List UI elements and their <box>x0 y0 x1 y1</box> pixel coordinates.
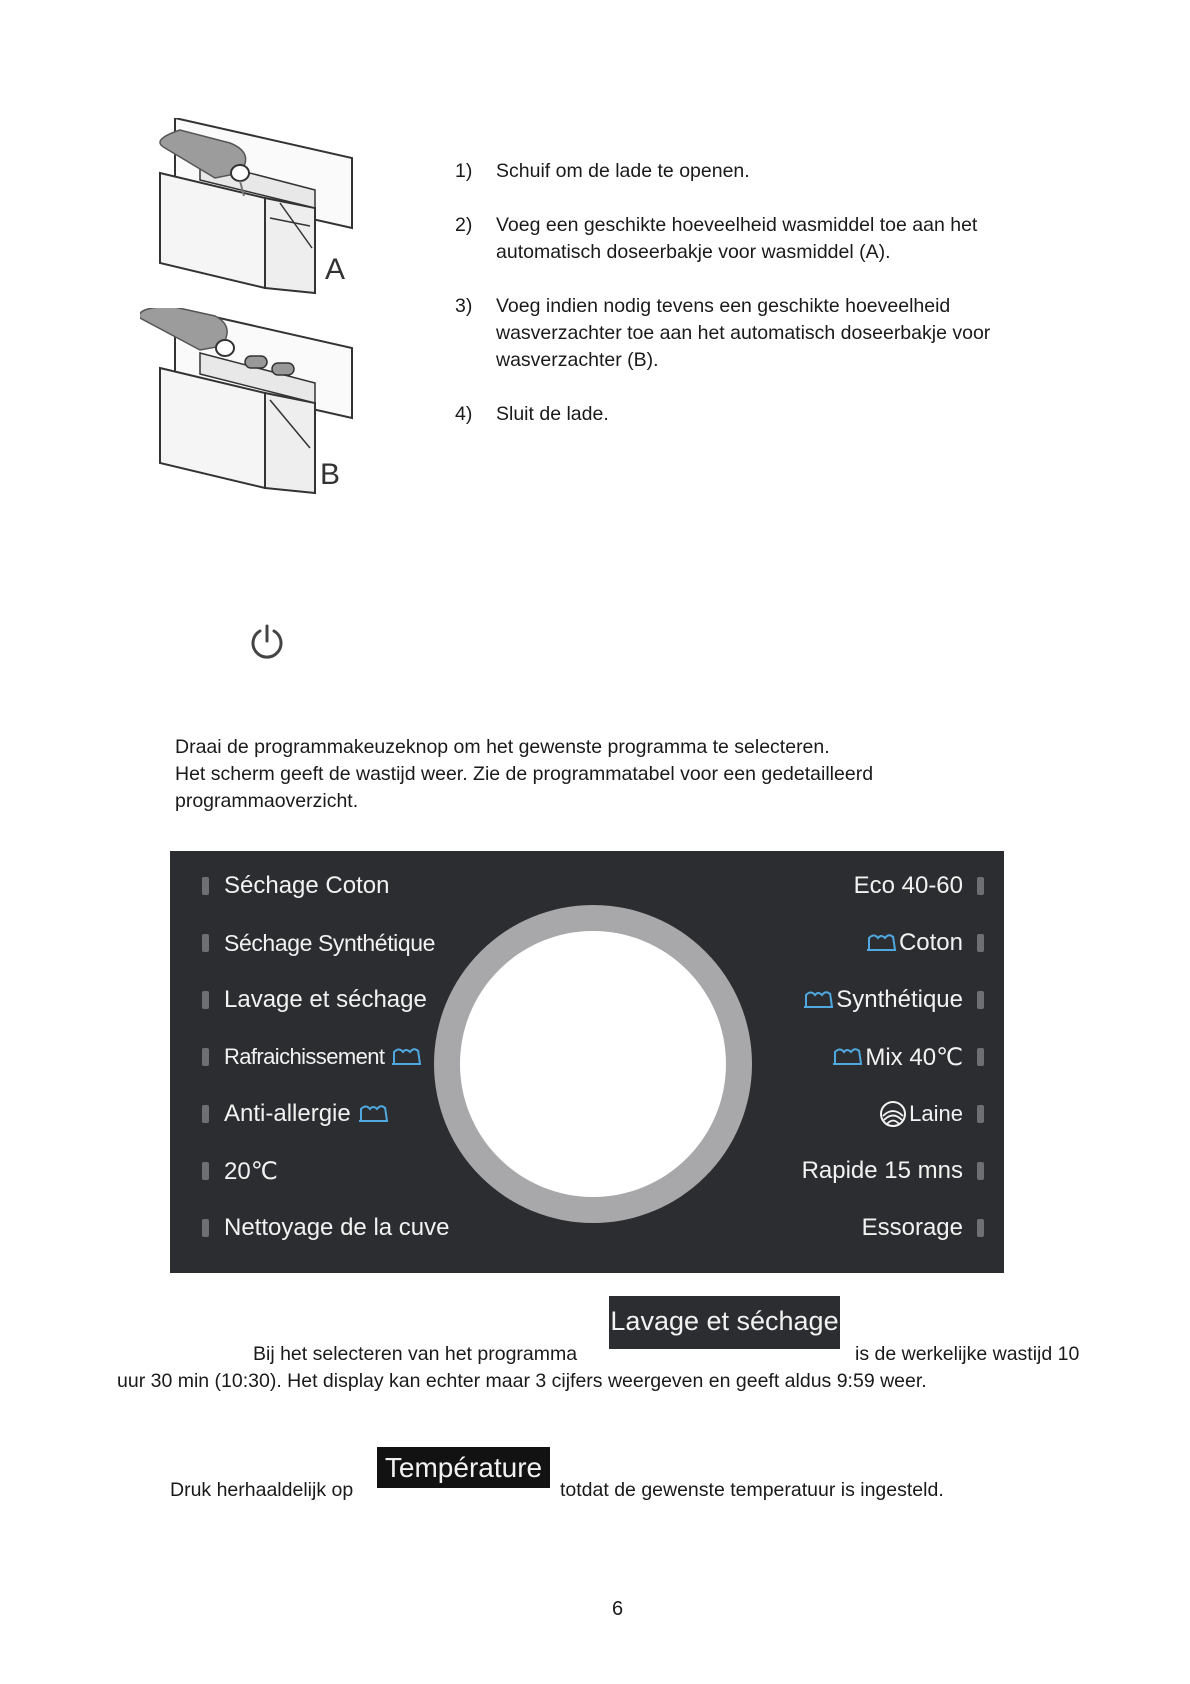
step-text: Voeg een geschikte hoeveelheid wasmiddel toe aan het automatisch doseerbakje voor wasmiddel (A). <box>496 214 978 263</box>
program-item-laine[interactable] <box>879 1099 984 1129</box>
intro-line-3: programmaoverzicht. <box>175 790 359 812</box>
hand-wash-icon <box>390 1046 422 1068</box>
power-icon <box>249 623 285 661</box>
step-number: 3) <box>455 295 473 317</box>
indicator-led <box>977 1219 984 1237</box>
detergent-drawer-illustration <box>140 118 355 298</box>
indicator-led <box>977 991 984 1009</box>
program-label: Nettoyage de la cuve <box>224 1214 450 1241</box>
indicator-led <box>977 1105 984 1123</box>
lavage-et-sechage-badge: Lavage et séchage <box>609 1296 840 1349</box>
program-label: Synthétique <box>836 986 963 1013</box>
step-number: 2) <box>455 214 473 236</box>
intro-line-1: Draai de programmakeuzeknop om het gewenste programma te selecteren. <box>175 736 830 758</box>
program-label: Anti-allergie <box>224 1100 351 1127</box>
program-label: Laine <box>909 1101 963 1126</box>
page-number: 6 <box>612 1598 624 1620</box>
step-number: 4) <box>455 403 473 425</box>
temp-note-after: totdat de gewenste temperatuur is ingesteld. <box>560 1479 944 1501</box>
indicator-led <box>202 877 209 895</box>
program-item-nettoyage-cuve[interactable] <box>202 1213 449 1243</box>
drawer-illustration-a <box>140 118 355 298</box>
program-label: Rapide 15 mns <box>801 1157 963 1184</box>
program-item-rapide-15[interactable] <box>802 1156 984 1186</box>
indicator-led <box>202 934 209 952</box>
hand-wash-icon <box>802 989 834 1011</box>
step-text: Schuif om de lade te openen. <box>496 160 750 182</box>
program-label: Mix 40℃ <box>865 1043 963 1071</box>
label-b: B <box>320 458 341 491</box>
indicator-led <box>202 1048 209 1066</box>
program-item-essorage[interactable] <box>862 1213 984 1243</box>
step-3 <box>455 293 1015 374</box>
indicator-led <box>977 934 984 952</box>
program-item-synthetique[interactable] <box>802 985 984 1015</box>
step-text: Sluit de lade. <box>496 403 609 425</box>
indicator-led <box>202 1105 209 1123</box>
program-label: Rafraichissement <box>224 1044 385 1069</box>
indicator-led <box>202 1162 209 1180</box>
program-label: 20℃ <box>224 1157 278 1185</box>
step-4 <box>455 401 1015 428</box>
program-label: Essorage <box>861 1214 963 1241</box>
indicator-led <box>977 1162 984 1180</box>
program-label: Coton <box>898 929 963 956</box>
intro-line-2: Het scherm geeft de wastijd weer. Zie de programmatabel voor een gedetailleerd <box>175 763 874 785</box>
program-item-sechage-synthetique[interactable] <box>202 928 435 958</box>
program-label: Eco 40-60 <box>853 872 963 899</box>
program-item-eco-40-60[interactable] <box>854 871 984 901</box>
lavage-note-line-1-before: Bij het selecteren van het programma <box>253 1343 578 1365</box>
temperature-badge: Température <box>377 1447 550 1488</box>
program-label: Lavage et séchage <box>224 986 427 1013</box>
hand-wash-icon <box>865 932 897 954</box>
indicator-led <box>202 991 209 1009</box>
program-intro <box>175 734 1025 815</box>
hand-wash-icon <box>357 1103 389 1125</box>
indicator-led <box>977 1048 984 1066</box>
wool-icon <box>879 1100 907 1128</box>
hand-wash-icon <box>831 1046 863 1068</box>
program-item-mix-40c[interactable] <box>831 1042 984 1072</box>
drawer-illustration-b <box>140 308 355 498</box>
lavage-note-line-1-after: is de werkelijke wastijd 10 <box>855 1343 1080 1365</box>
program-item-anti-allergie[interactable] <box>202 1099 389 1129</box>
program-panel <box>170 851 1004 1273</box>
program-item-sechage-coton[interactable] <box>202 871 389 901</box>
step-1 <box>455 158 1015 185</box>
step-text: Voeg indien nodig tevens een geschikte hoeveelheid wasverzachter toe aan het automatisch doseerbakje voor wasverzachter (B). <box>496 295 991 371</box>
program-label: Séchage Synthétique <box>224 929 436 956</box>
indicator-led <box>202 1219 209 1237</box>
indicator-led <box>977 877 984 895</box>
step-number: 1) <box>455 160 473 182</box>
program-dial[interactable] <box>460 931 726 1197</box>
drawer-steps <box>455 158 1015 455</box>
program-item-lavage-et-sechage[interactable] <box>202 985 427 1015</box>
program-item-coton[interactable] <box>865 928 984 958</box>
temp-note-before: Druk herhaaldelijk op <box>170 1479 354 1501</box>
program-item-rafraichissement[interactable] <box>202 1042 422 1072</box>
step-2 <box>455 212 1015 266</box>
program-item-20c[interactable] <box>202 1156 278 1186</box>
label-a: A <box>325 253 346 286</box>
lavage-note-line-2: uur 30 min (10:30). Het display kan echter maar 3 cijfers weergeven en geeft aldus 9:59 weer. <box>117 1370 927 1392</box>
program-label: Séchage Coton <box>224 872 390 899</box>
